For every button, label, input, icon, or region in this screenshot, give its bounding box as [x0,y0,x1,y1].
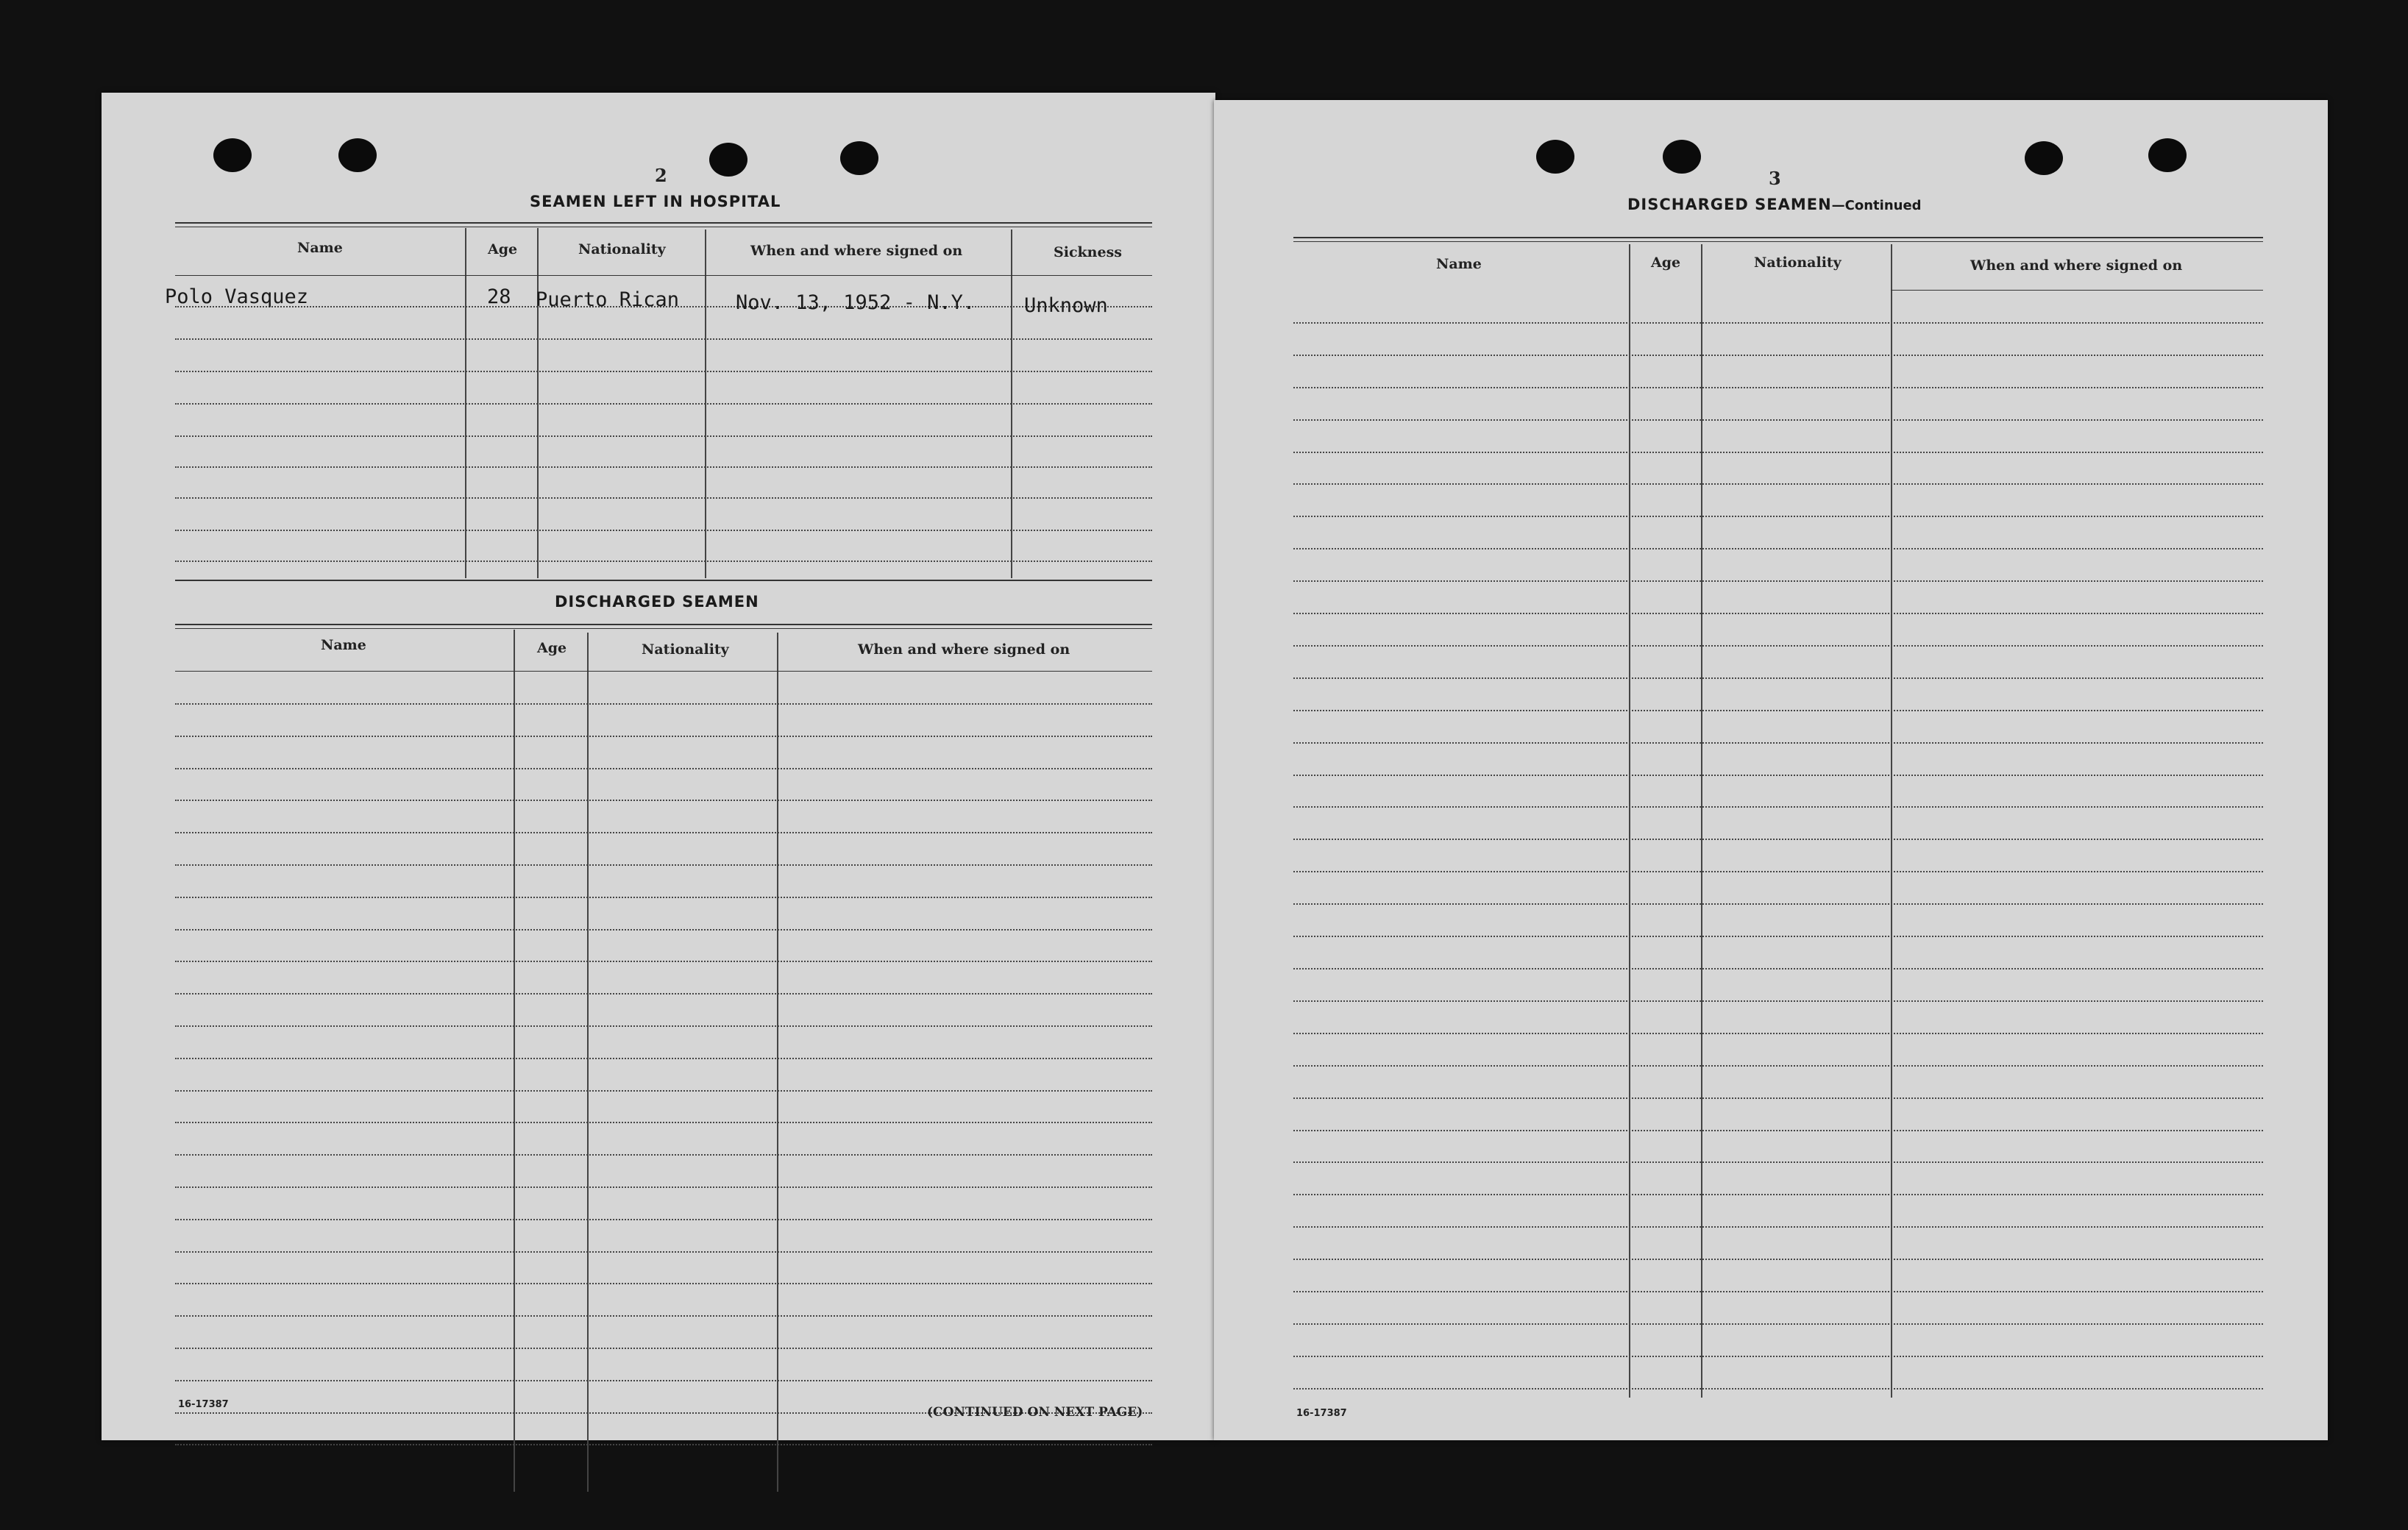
form-number: 16-17387 [1296,1408,1347,1419]
hospital-section-title: SEAMEN LEFT IN HOSPITAL [530,193,781,210]
entry-line [175,1090,1152,1092]
entry-line [175,736,1152,737]
entry-line [1293,387,2263,388]
column-divider [1629,244,1630,1398]
entry-line [175,897,1152,898]
punch-hole [2148,138,2187,172]
entry-line [1293,1291,2263,1292]
entry-line [1293,936,2263,937]
column-header-sickness: Sickness [1054,244,1122,260]
column-header-age: Age [1651,255,1681,271]
entry-line [1293,1388,2263,1390]
column-header-age: Age [537,640,567,656]
entry-line [175,435,1152,437]
column-header-signed-on: When and where signed on [1970,257,2183,274]
divider [175,628,1152,629]
entry-name: Polo Vasquez [165,285,309,308]
entry-line [175,1380,1152,1381]
entry-line [1293,677,2263,679]
column-header-name: Name [1436,256,1482,272]
entry-line [1293,419,2263,421]
entry-nationality: Puerto Rican [536,288,680,311]
continued-note: (CONTINUED ON NEXT PAGE) [927,1405,1143,1420]
entry-line [1293,1356,2263,1357]
column-divider [1891,244,1892,1398]
entry-line [1293,742,2263,744]
entry-line [175,466,1152,468]
page-number: 3 [1769,168,1781,189]
entry-line [175,403,1152,405]
entry-signed-on: Nov. 13, 1952 - N.Y. [736,291,976,314]
entry-line [175,497,1152,499]
entry-line [175,961,1152,962]
entry-line [1293,1323,2263,1325]
entry-line [1293,968,2263,969]
entry-line [175,1058,1152,1059]
entry-line [175,993,1152,995]
entry-line [175,864,1152,866]
entry-line [175,832,1152,833]
entry-line [1293,452,2263,453]
entry-line [1293,580,2263,582]
entry-line [175,1283,1152,1284]
entry-line [175,1122,1152,1123]
entry-line [175,929,1152,931]
entry-line [175,703,1152,705]
column-divider [587,633,589,1492]
entry-line [175,1154,1152,1156]
left-page [102,93,1215,1440]
divider [1293,241,2263,242]
entry-line [175,338,1152,340]
column-header-name: Name [321,637,366,653]
divider [1891,290,2263,291]
entry-line [1293,1097,2263,1099]
entry-line [1293,1130,2263,1131]
entry-age: 28 [487,285,511,308]
entry-sickness: Unknown [1024,294,1108,317]
entry-line [1293,548,2263,549]
punch-hole [213,138,252,172]
entry-line [1293,516,2263,517]
form-number: 16-17387 [178,1399,229,1410]
entry-line [175,530,1152,531]
entry-line [175,1025,1152,1027]
column-header-name: Name [297,240,343,256]
entry-line [1293,839,2263,840]
page-number: 2 [655,165,667,186]
entry-line [175,768,1152,769]
divider [175,624,1152,625]
entry-line [175,1251,1152,1253]
entry-line [1293,1194,2263,1195]
entry-line [1293,483,2263,485]
entry-line [1293,1161,2263,1163]
column-header-nationality: Nationality [578,241,666,257]
divider [175,222,1152,224]
column-divider [777,633,778,1492]
divider [175,671,1152,672]
column-header-nationality: Nationality [642,641,729,658]
entry-line [1293,645,2263,647]
column-divider [514,630,515,1492]
punch-hole [840,141,878,175]
entry-line [1293,613,2263,614]
entry-line [1293,322,2263,324]
column-header-age: Age [488,241,518,257]
entry-line [1293,1226,2263,1228]
entry-line [1293,1065,2263,1067]
entry-line [175,1444,1152,1445]
right-page [1214,100,2328,1440]
divider [1293,237,2263,238]
entry-line [175,800,1152,801]
discharged-section-title: DISCHARGED SEAMEN [555,593,759,611]
divider [175,275,1152,276]
discharged-continued-title [1627,196,1922,213]
divider [175,580,1152,581]
column-divider [1701,244,1702,1398]
punch-hole [338,138,377,172]
entry-line [175,1348,1152,1349]
entry-line [1293,775,2263,776]
entry-line [1293,871,2263,872]
entry-line [175,1219,1152,1220]
entry-line [175,1186,1152,1188]
column-header-nationality: Nationality [1754,255,1841,271]
entry-line [1293,1259,2263,1260]
entry-line [175,1315,1152,1317]
discharged-title-main: DISCHARGED SEAMEN [1627,196,1832,213]
continued-label: —Continued [1831,198,1922,213]
entry-line [1293,710,2263,711]
entry-line [1293,903,2263,905]
entry-line [1293,1000,2263,1002]
punch-hole [709,143,747,177]
entry-line [175,561,1152,562]
column-header-signed-on: When and where signed on [750,243,963,259]
punch-hole [1536,140,1574,174]
entry-line [1293,1033,2263,1034]
entry-line [1293,806,2263,808]
entry-line [1293,355,2263,356]
punch-hole [1663,140,1701,174]
column-header-signed-on: When and where signed on [858,641,1070,658]
entry-line [175,371,1152,372]
punch-hole [2025,141,2063,175]
